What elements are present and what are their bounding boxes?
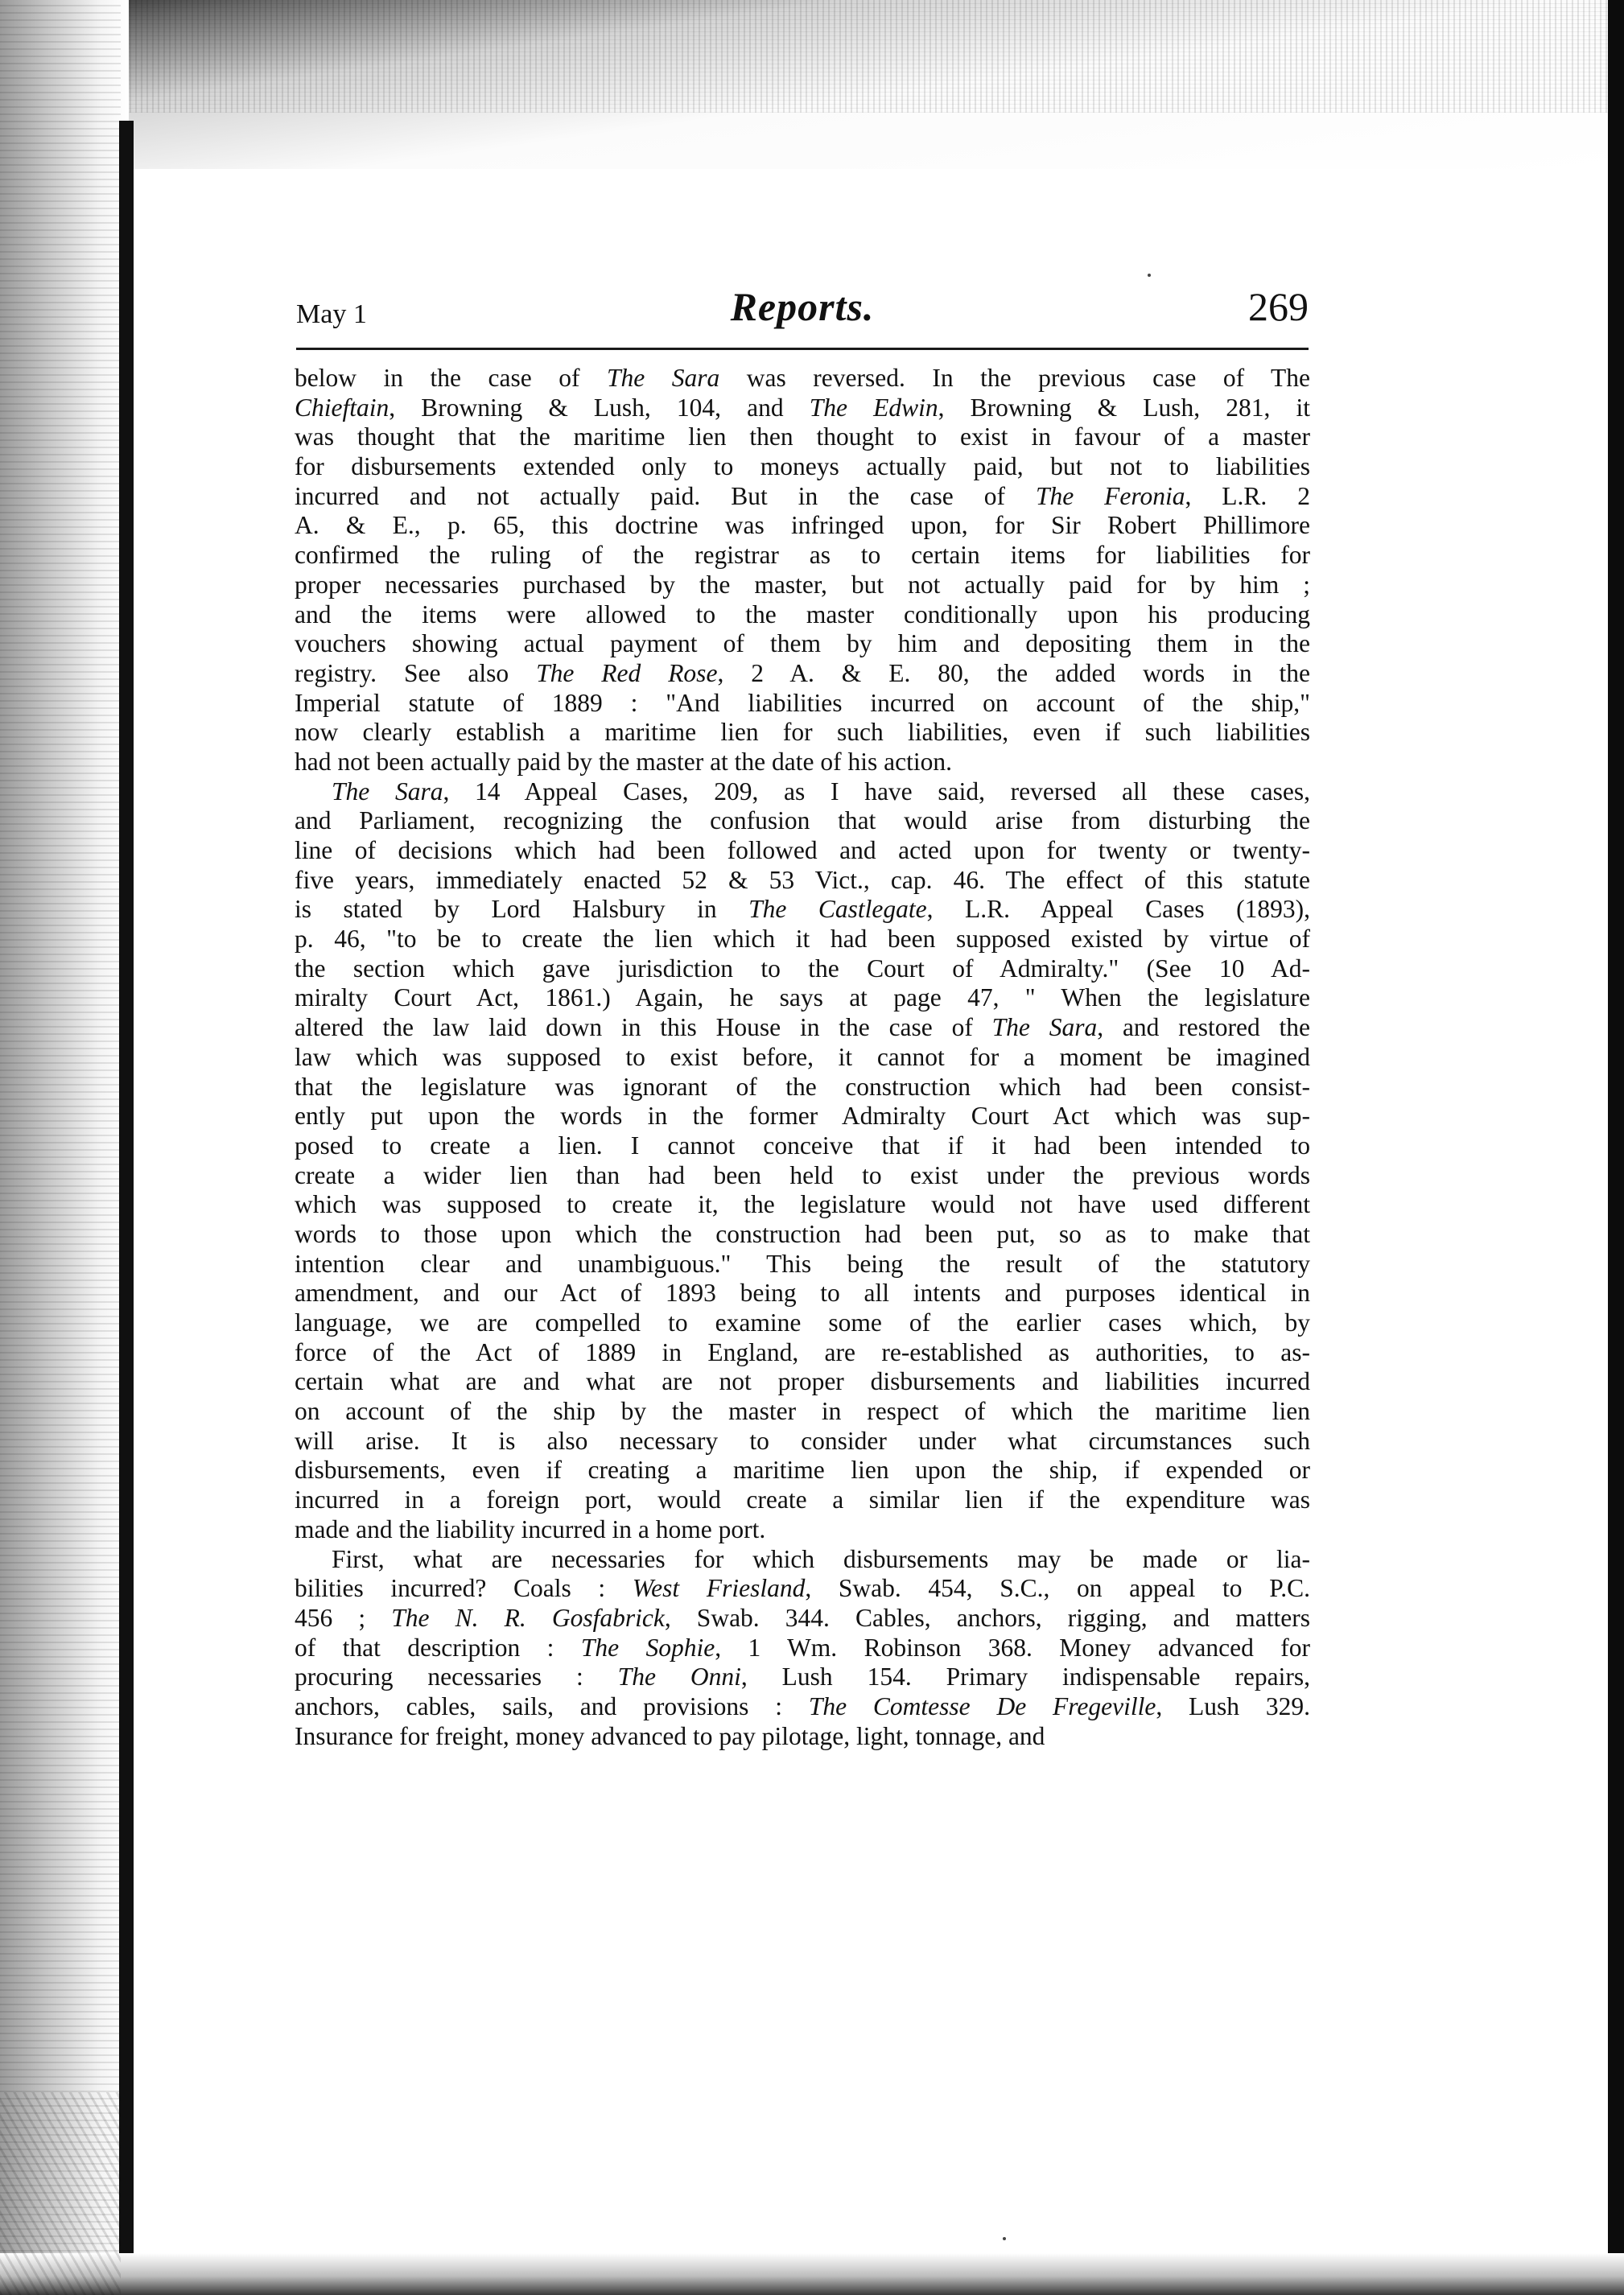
text-line: Imperial statute of 1889 : "And liabilities incurred on account of the ship," [295, 688, 1310, 717]
text-line: Insurance for freight, money advanced to pay pilotage, light, tonnage, and [295, 1721, 1045, 1750]
text-line: line of decisions which had been followed and acted upon for twenty or twenty- [295, 836, 1310, 864]
text-line: which was supposed to create it, the legislature would not have used different [295, 1190, 1310, 1219]
text-line: below in the case of The Sara was reversed. In the previous case of The [295, 364, 1310, 392]
text-line: The Sara, 14 Appeal Cases, 209, as I have said, reversed all these cases, [332, 777, 1310, 806]
text-line: incurred in a foreign port, would create a similar lien if the expenditure was [295, 1485, 1310, 1514]
text-line: made and the liability incurred in a home port. [295, 1514, 766, 1543]
header-rule [296, 348, 1309, 350]
scan-right-edge [1608, 0, 1624, 2295]
running-head: May 1 [296, 299, 367, 329]
text-line: amendment, and our Act of 1893 being to all intents and purposes identical in [295, 1279, 1310, 1308]
text-line: that the legislature was ignorant of the construction which had been consist- [295, 1072, 1310, 1101]
text-line: and Parliament, recognizing the confusion that would arise from disturbing the [295, 806, 1310, 835]
section-title: Reports. [730, 284, 875, 329]
text-line: words to those upon which the construction had been put, so as to make that [295, 1219, 1310, 1248]
scan-bottom-shadow [0, 2253, 1624, 2295]
text-line: now clearly establish a maritime lien for such liabilities, even if such liabilities [295, 718, 1310, 747]
text-line: was thought that the maritime lien then thought to exist in favour of a master [295, 422, 1310, 451]
text-line: miralty Court Act, 1861.) Again, he says at page 47, " When the legislature [295, 983, 1310, 1012]
paragraph [295, 777, 1310, 1545]
scan-left-edge [119, 121, 134, 2295]
scan-speck [1003, 2237, 1006, 2240]
text-line: for disbursements extended only to moneys actually paid, but not to liabilities [295, 452, 1310, 481]
scan-left-noise [0, 0, 121, 2295]
text-line: is stated by Lord Halsbury in The Castlegate, L.R. Appeal Cases (1893), [295, 895, 1310, 924]
text-line: language, we are compelled to examine some of the earlier cases which, by [295, 1308, 1310, 1337]
text-line: of that description : The Sophie, 1 Wm. Robinson 368. Money advanced for [295, 1633, 1310, 1662]
text-line: create a wider lien than had been held to exist under the previous words [295, 1160, 1310, 1189]
scan-top-noise [0, 0, 1624, 113]
text-line: First, what are necessaries for which disbursements may be made or lia- [332, 1544, 1310, 1573]
text-line: registry. See also The Red Rose, 2 A. & E. 80, the added words in the [295, 658, 1310, 687]
text-line: disbursements, even if creating a maritime lien upon the ship, if expended or [295, 1456, 1310, 1485]
text-line: certain what are and what are not proper disbursements and liabilities incurred [295, 1367, 1310, 1396]
text-line: vouchers showing actual payment of them by him and depositing them in the [295, 629, 1310, 658]
paragraph [295, 1545, 1310, 1752]
text-line: intention clear and unambiguous." This being the result of the statutory [295, 1249, 1310, 1278]
text-line: had not been actually paid by the master at the date of his action. [295, 747, 952, 776]
text-line: force of the Act of 1889 in England, are re-established as authorities, to as- [295, 1337, 1310, 1366]
text-line: the section which gave jurisdiction to the Court of Admiralty." (See 10 Ad- [295, 954, 1310, 983]
scan-corner-noise [0, 2092, 121, 2295]
text-line: altered the law laid down in this House in the case of The Sara, and restored the [295, 1013, 1310, 1042]
page-header [296, 283, 1309, 343]
text-line: A. & E., p. 65, this doctrine was infringed upon, for Sir Robert Phillimore [295, 511, 1310, 540]
text-line: bilities incurred? Coals : West Friesland, Swab. 454, S.C., on appeal to P.C. [295, 1574, 1310, 1603]
text-line: 456 ; The N. R. Gosfabrick, Swab. 344. Cables, anchors, rigging, and matters [295, 1603, 1310, 1632]
text-line: proper necessaries purchased by the master, but not actually paid for by him ; [295, 570, 1310, 599]
body-text [295, 364, 1310, 1751]
text-line: law which was supposed to exist before, it cannot for a moment be imagined [295, 1042, 1310, 1071]
paragraph [295, 364, 1310, 777]
page-number: 269 [1248, 284, 1309, 329]
text-line: on account of the ship by the master in respect of which the maritime lien [295, 1397, 1310, 1426]
text-line: incurred and not actually paid. But in the case of The Feronia, L.R. 2 [295, 481, 1310, 510]
scan-speck [1148, 274, 1151, 277]
text-line: five years, immediately enacted 52 & 53 Vict., cap. 46. The effect of this statute [295, 865, 1310, 894]
text-line: Chieftain, Browning & Lush, 104, and The Edwin, Browning & Lush, 281, it [295, 393, 1310, 422]
text-line: ently put upon the words in the former Admiralty Court Act which was sup- [295, 1102, 1310, 1131]
text-line: procuring necessaries : The Onni, Lush 154. Primary indispensable repairs, [295, 1663, 1310, 1691]
text-line: anchors, cables, sails, and provisions : The Comtesse De Fregeville, Lush 329. [295, 1691, 1310, 1720]
text-line: posed to create a lien. I cannot conceive that if it had been intended to [295, 1131, 1310, 1160]
text-line: will arise. It is also necessary to consider under what circumstances such [295, 1426, 1310, 1455]
text-line: and the items were allowed to the master conditionally upon his producing [295, 600, 1310, 628]
text-line: p. 46, "to be to create the lien which it had been supposed existed by virtue of [295, 925, 1310, 954]
text-line: confirmed the ruling of the registrar as to certain items for liabilities for [295, 541, 1310, 570]
